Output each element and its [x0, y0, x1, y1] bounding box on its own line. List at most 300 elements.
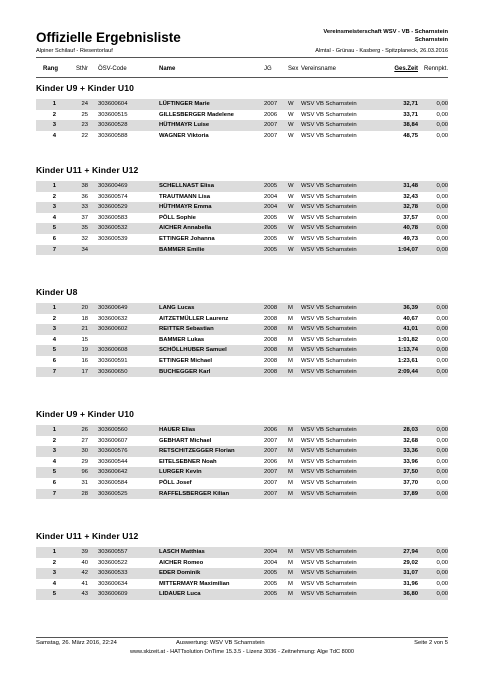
section-title: Kinder U11 + Kinder U12	[36, 531, 139, 541]
cell-stnr: 43	[81, 591, 88, 598]
cell-zeit: 38,84	[403, 122, 418, 129]
cell-verein: WSV VB Scharnstein	[301, 490, 357, 497]
cell-stnr: 34	[81, 246, 88, 253]
result-section	[36, 82, 448, 141]
cell-verein: WSV VB Scharnstein	[301, 246, 357, 253]
cell-pkt: 0,00	[436, 490, 448, 497]
cell-verein: WSV VB Scharnstein	[301, 214, 357, 221]
cell-sex: M	[288, 469, 293, 476]
page-subtitle: Alpiner Schilauf - Riesentorlauf	[36, 48, 113, 54]
cell-name: SCHÖLLHUBER Samuel	[159, 347, 227, 354]
cell-oesv: 303600529	[98, 204, 128, 211]
cell-jg: 2008	[264, 326, 278, 333]
cell-zeit: 32,78	[403, 204, 418, 211]
cell-name: PÖLL Josef	[159, 479, 192, 486]
table-row	[36, 99, 448, 110]
page-title: Offizielle Ergebnisliste	[36, 30, 181, 45]
cell-stnr: 30	[81, 448, 88, 455]
table-row	[36, 202, 448, 213]
cell-verein: WSV VB Scharnstein	[301, 427, 357, 433]
cell-stnr: 42	[81, 570, 88, 577]
cell-pkt: 0,00	[436, 448, 448, 455]
cell-rang: 4	[52, 336, 56, 343]
cell-verein: WSV VB Scharnstein	[301, 368, 357, 375]
cell-pkt: 0,00	[436, 336, 448, 343]
result-section	[36, 530, 448, 600]
cell-sex: M	[288, 336, 293, 343]
cell-stnr: 39	[81, 549, 88, 555]
cell-pkt: 0,00	[436, 225, 448, 232]
cell-name: REITTER Sebastian	[159, 326, 214, 333]
header-divider	[36, 57, 448, 58]
cell-rang: 2	[52, 193, 56, 200]
cell-name: AICHER Annabella	[159, 225, 212, 232]
section-title: Kinder U11 + Kinder U12	[36, 165, 139, 175]
cell-jg: 2007	[264, 437, 278, 444]
cell-zeit: 37,50	[403, 469, 418, 476]
cell-sex: W	[288, 132, 294, 139]
cell-pkt: 0,00	[436, 357, 448, 364]
cell-pkt: 0,00	[436, 591, 448, 598]
cell-sex: W	[288, 111, 294, 118]
table-row	[36, 457, 448, 468]
table-row	[36, 489, 448, 500]
cell-rang: 3	[52, 448, 56, 455]
cell-jg: 2008	[264, 315, 278, 322]
cell-jg: 2004	[264, 204, 278, 211]
table-row	[36, 303, 448, 314]
cell-jg: 2007	[264, 479, 278, 486]
cell-verein: WSV VB Scharnstein	[301, 591, 357, 598]
cell-name: LURGER Kevin	[159, 469, 202, 476]
cell-verein: WSV VB Scharnstein	[301, 469, 357, 476]
cell-jg: 2007	[264, 490, 278, 497]
table-row	[36, 131, 448, 142]
cell-name: LÜFTINGER Marie	[159, 101, 210, 107]
cell-name: RAFFELSBERGER Kilian	[159, 490, 230, 497]
cell-verein: WSV VB Scharnstein	[301, 458, 357, 465]
cell-verein: WSV VB Scharnstein	[301, 357, 357, 364]
footer-date: Samstag, 26. März 2016, 22:24	[36, 640, 117, 646]
cell-stnr: 41	[81, 580, 88, 587]
cell-oesv: 303600649	[98, 305, 128, 311]
table-row	[36, 181, 448, 192]
cell-zeit: 40,67	[403, 315, 418, 322]
cell-name: HÜTHMAYR Emma	[159, 204, 212, 211]
cell-pkt: 0,00	[436, 235, 448, 242]
cell-pkt: 0,00	[436, 368, 448, 375]
table-row	[36, 589, 448, 600]
cell-pkt: 0,00	[436, 570, 448, 577]
cell-rang: 2	[52, 437, 56, 444]
cell-jg: 2005	[264, 570, 278, 577]
cell-verein: WSV VB Scharnstein	[301, 204, 357, 211]
cell-zeit: 37,57	[403, 214, 418, 221]
cell-name: ETTINGER Johanna	[159, 235, 215, 242]
cell-sex: W	[288, 193, 294, 200]
cell-jg: 2007	[264, 132, 278, 139]
cell-stnr: 32	[81, 235, 88, 242]
cell-pkt: 0,00	[436, 101, 448, 107]
cell-rang: 4	[52, 214, 56, 221]
cell-sex: W	[288, 235, 294, 242]
cell-jg: 2006	[264, 111, 278, 118]
cell-zeit: 37,70	[403, 479, 418, 486]
table-row	[36, 568, 448, 579]
cell-stnr: 40	[81, 559, 88, 566]
cell-jg: 2008	[264, 347, 278, 354]
cell-rang: 4	[52, 580, 56, 587]
cell-name: LIDAUER Luca	[159, 591, 201, 598]
cell-oesv: 303600602	[98, 326, 128, 333]
cell-rang: 1	[52, 101, 56, 107]
cell-stnr: 38	[81, 183, 88, 189]
cell-name: LASCH Matthias	[159, 549, 205, 555]
cell-sex: M	[288, 570, 293, 577]
table-row	[36, 478, 448, 489]
cell-zeit: 40,78	[403, 225, 418, 232]
section-title: Kinder U9 + Kinder U10	[36, 409, 134, 419]
cell-pkt: 0,00	[436, 458, 448, 465]
cell-zeit: 36,80	[403, 591, 418, 598]
cell-verein: WSV VB Scharnstein	[301, 235, 357, 242]
cell-pkt: 0,00	[436, 214, 448, 221]
cell-stnr: 96	[81, 469, 88, 476]
cell-name: PÖLL Sophie	[159, 214, 196, 221]
cell-sex: M	[288, 559, 293, 566]
cell-stnr: 33	[81, 204, 88, 211]
cell-jg: 2007	[264, 469, 278, 476]
cell-rang: 7	[52, 368, 56, 375]
cell-pkt: 0,00	[436, 326, 448, 333]
cell-rang: 3	[52, 204, 56, 211]
cell-jg: 2005	[264, 246, 278, 253]
cell-stnr: 16	[81, 357, 88, 364]
cell-stnr: 36	[81, 193, 88, 200]
col-jg: JG	[264, 66, 272, 72]
cell-oesv: 303600574	[98, 193, 128, 200]
table-row	[36, 234, 448, 245]
table-row	[36, 110, 448, 121]
col-rang: Rang	[43, 66, 58, 72]
cell-jg: 2006	[264, 427, 278, 433]
cell-sex: M	[288, 427, 293, 433]
cell-jg: 2005	[264, 591, 278, 598]
cell-verein: WSV VB Scharnstein	[301, 183, 357, 189]
cell-verein: WSV VB Scharnstein	[301, 347, 357, 354]
cell-stnr: 37	[81, 214, 88, 221]
cell-rang: 3	[52, 570, 56, 577]
cell-verein: WSV VB Scharnstein	[301, 111, 357, 118]
cell-oesv: 303600608	[98, 347, 128, 354]
cell-sex: M	[288, 357, 293, 364]
cell-sex: W	[288, 122, 294, 129]
cell-sex: M	[288, 437, 293, 444]
table-row	[36, 120, 448, 131]
cell-sex: M	[288, 549, 293, 555]
cell-jg: 2007	[264, 122, 278, 129]
cell-rang: 5	[52, 591, 56, 598]
cell-pkt: 0,00	[436, 437, 448, 444]
table-row	[36, 547, 448, 558]
cell-stnr: 28	[81, 490, 88, 497]
cell-oesv: 303600583	[98, 214, 128, 221]
cell-verein: WSV VB Scharnstein	[301, 549, 357, 555]
cell-oesv: 303600469	[98, 183, 128, 189]
cell-zeit: 1:04,07	[398, 246, 418, 253]
cell-jg: 2007	[264, 448, 278, 455]
table-row	[36, 425, 448, 436]
footer-auswertung: Auswertung: WSV VB Scharnstein	[176, 640, 265, 646]
cell-jg: 2008	[264, 357, 278, 364]
cell-zeit: 27,94	[403, 549, 418, 555]
cell-jg: 2004	[264, 549, 278, 555]
section-title: Kinder U8	[36, 287, 78, 297]
cell-name: ETTINGER Michael	[159, 357, 213, 364]
table-row	[36, 192, 448, 203]
cell-rang: 1	[52, 305, 56, 311]
cell-rang: 3	[52, 122, 56, 129]
cell-verein: WSV VB Scharnstein	[301, 305, 357, 311]
cell-oesv: 303600584	[98, 479, 128, 486]
cell-jg: 2005	[264, 580, 278, 587]
event-organizer: Scharnstein	[414, 37, 448, 43]
cell-jg: 2005	[264, 183, 278, 189]
cell-oesv: 303600632	[98, 315, 128, 322]
cell-rang: 5	[52, 225, 56, 232]
cell-sex: M	[288, 347, 293, 354]
cell-oesv: 303600576	[98, 448, 128, 455]
section-title: Kinder U9 + Kinder U10	[36, 83, 134, 93]
cell-name: AICHER Romeo	[159, 559, 204, 566]
cell-rang: 2	[52, 111, 56, 118]
result-section	[36, 286, 448, 377]
cell-rang: 6	[52, 235, 56, 242]
cell-jg: 2008	[264, 305, 278, 311]
cell-verein: WSV VB Scharnstein	[301, 570, 357, 577]
cell-pkt: 0,00	[436, 183, 448, 189]
cell-zeit: 32,68	[403, 437, 418, 444]
cell-zeit: 33,36	[403, 448, 418, 455]
cell-pkt: 0,00	[436, 305, 448, 311]
cell-pkt: 0,00	[436, 549, 448, 555]
cell-zeit: 1:13,74	[398, 347, 418, 354]
cell-verein: WSV VB Scharnstein	[301, 132, 357, 139]
footer-software: www.skizeit.at - HATTsolution OnTime 15.3.5 - Lizenz 3036 - Zeitnehmung: Alge TdC 8000	[129, 649, 355, 655]
cell-pkt: 0,00	[436, 315, 448, 322]
cell-zeit: 49,73	[403, 235, 418, 242]
cell-oesv: 303600604	[98, 101, 128, 107]
table-row	[36, 345, 448, 356]
result-section	[36, 164, 448, 255]
cell-sex: W	[288, 101, 294, 107]
cell-oesv: 303600609	[98, 591, 128, 598]
cell-name: BAMMER Lukas	[159, 336, 205, 343]
col-oesv: ÖSV-Code	[98, 66, 127, 72]
cell-jg: 2006	[264, 458, 278, 465]
cell-pkt: 0,00	[436, 580, 448, 587]
cell-sex: M	[288, 458, 293, 465]
col-name: Name	[159, 66, 176, 72]
cell-verein: WSV VB Scharnstein	[301, 101, 357, 107]
cell-name: EDER Dominik	[159, 570, 201, 577]
cell-pkt: 0,00	[436, 111, 448, 118]
cell-zeit: 36,39	[403, 305, 418, 311]
columns-divider	[36, 77, 448, 78]
cell-sex: M	[288, 448, 293, 455]
cell-name: GILLESBERGER Madelene	[159, 111, 234, 118]
table-row	[36, 446, 448, 457]
cell-zeit: 2:09,44	[398, 368, 418, 375]
cell-pkt: 0,00	[436, 469, 448, 476]
cell-verein: WSV VB Scharnstein	[301, 193, 357, 200]
cell-name: AITZETMÜLLER Laurenz	[159, 315, 229, 322]
footer-page: Seite 2 von 5	[414, 640, 448, 646]
col-zeit: Ges.Zeit	[394, 66, 418, 72]
cell-stnr: 19	[81, 347, 88, 354]
cell-sex: M	[288, 326, 293, 333]
cell-stnr: 35	[81, 225, 88, 232]
cell-rang: 7	[52, 490, 56, 497]
cell-name: WAGNER Viktoria	[159, 132, 209, 139]
cell-stnr: 21	[81, 326, 88, 333]
cell-sex: M	[288, 580, 293, 587]
cell-name: TRAUTMANN Lisa	[159, 193, 211, 200]
cell-sex: W	[288, 246, 294, 253]
cell-rang: 2	[52, 559, 56, 566]
cell-sex: M	[288, 490, 293, 497]
table-row	[36, 467, 448, 478]
cell-zeit: 31,07	[403, 570, 418, 577]
cell-zeit: 28,03	[403, 427, 418, 433]
cell-jg: 2007	[264, 101, 278, 107]
cell-oesv: 303600544	[98, 458, 128, 465]
cell-pkt: 0,00	[436, 132, 448, 139]
cell-verein: WSV VB Scharnstein	[301, 437, 357, 444]
cell-name: LANG Lucas	[159, 305, 195, 311]
cell-zeit: 37,89	[403, 490, 418, 497]
cell-rang: 4	[52, 132, 56, 139]
table-row	[36, 223, 448, 234]
cell-rang: 4	[52, 458, 56, 465]
cell-sex: M	[288, 368, 293, 375]
cell-zeit: 29,02	[403, 559, 418, 566]
cell-zeit: 32,43	[403, 193, 418, 200]
table-row	[36, 245, 448, 256]
cell-oesv: 303600560	[98, 427, 128, 433]
cell-name: MITTERMAYR Maximilian	[159, 580, 230, 587]
cell-name: RETSCHITZEGGER Florian	[159, 448, 235, 455]
cell-zeit: 32,71	[403, 101, 418, 107]
cell-sex: W	[288, 214, 294, 221]
event-location: Almtal - Grünau - Kasberg - Spitzplaneck, 26.03.2016	[315, 48, 448, 54]
cell-pkt: 0,00	[436, 479, 448, 486]
cell-rang: 3	[52, 326, 56, 333]
cell-jg: 2004	[264, 559, 278, 566]
cell-name: GEBHART Michael	[159, 437, 212, 444]
table-row	[36, 314, 448, 325]
cell-pkt: 0,00	[436, 204, 448, 211]
cell-verein: WSV VB Scharnstein	[301, 326, 357, 333]
cell-oesv: 303600642	[98, 469, 128, 476]
cell-zeit: 1:01,82	[398, 336, 418, 343]
cell-oesv: 303600539	[98, 235, 128, 242]
cell-jg: 2005	[264, 225, 278, 232]
table-row	[36, 324, 448, 335]
cell-stnr: 25	[81, 111, 88, 118]
cell-oesv: 303600522	[98, 559, 128, 566]
cell-verein: WSV VB Scharnstein	[301, 580, 357, 587]
cell-stnr: 27	[81, 437, 88, 444]
cell-rang: 5	[52, 469, 56, 476]
cell-stnr: 26	[81, 427, 88, 433]
col-pkt: Rennpkt.	[423, 66, 448, 72]
cell-rang: 5	[52, 347, 56, 354]
cell-oesv: 303600607	[98, 437, 128, 444]
footer-divider	[36, 637, 448, 638]
cell-zeit: 48,75	[403, 132, 418, 139]
cell-sex: W	[288, 225, 294, 232]
cell-verein: WSV VB Scharnstein	[301, 336, 357, 343]
cell-verein: WSV VB Scharnstein	[301, 559, 357, 566]
table-row	[36, 436, 448, 447]
cell-stnr: 24	[81, 101, 88, 107]
col-sex: Sex	[288, 66, 299, 72]
cell-oesv: 303600532	[98, 225, 128, 232]
cell-rang: 2	[52, 315, 56, 322]
cell-jg: 2004	[264, 193, 278, 200]
cell-oesv: 303600525	[98, 490, 128, 497]
cell-sex: M	[288, 315, 293, 322]
table-row	[36, 335, 448, 346]
cell-rang: 1	[52, 183, 56, 189]
cell-verein: WSV VB Scharnstein	[301, 225, 357, 232]
cell-stnr: 18	[81, 315, 88, 322]
event-name: Vereinsmeisterschaft WSV - VB - Scharnstein	[323, 29, 448, 35]
cell-stnr: 20	[81, 305, 88, 311]
cell-rang: 1	[52, 549, 56, 555]
table-row	[36, 367, 448, 378]
cell-zeit: 1:23,61	[398, 357, 418, 364]
cell-name: HAUER Elias	[159, 427, 196, 433]
cell-pkt: 0,00	[436, 427, 448, 433]
cell-sex: M	[288, 479, 293, 486]
cell-oesv: 303600533	[98, 570, 128, 577]
column-headers	[36, 66, 448, 76]
cell-name: HÜTHMAYR Luise	[159, 122, 210, 129]
cell-zeit: 33,71	[403, 111, 418, 118]
result-section	[36, 408, 448, 499]
cell-name: BAMMER Emilie	[159, 246, 205, 253]
cell-oesv: 303600528	[98, 122, 128, 129]
table-row	[36, 579, 448, 590]
cell-oesv: 303600515	[98, 111, 128, 118]
cell-stnr: 22	[81, 132, 88, 139]
cell-sex: M	[288, 305, 293, 311]
table-row	[36, 558, 448, 569]
cell-verein: WSV VB Scharnstein	[301, 315, 357, 322]
cell-stnr: 17	[81, 368, 88, 375]
cell-jg: 2008	[264, 336, 278, 343]
cell-name: SCHELLNAST Elisa	[159, 183, 214, 189]
cell-pkt: 0,00	[436, 246, 448, 253]
cell-pkt: 0,00	[436, 559, 448, 566]
cell-rang: 1	[52, 427, 56, 433]
cell-rang: 6	[52, 357, 56, 364]
cell-zeit: 31,96	[403, 580, 418, 587]
cell-pkt: 0,00	[436, 122, 448, 129]
cell-sex: W	[288, 204, 294, 211]
